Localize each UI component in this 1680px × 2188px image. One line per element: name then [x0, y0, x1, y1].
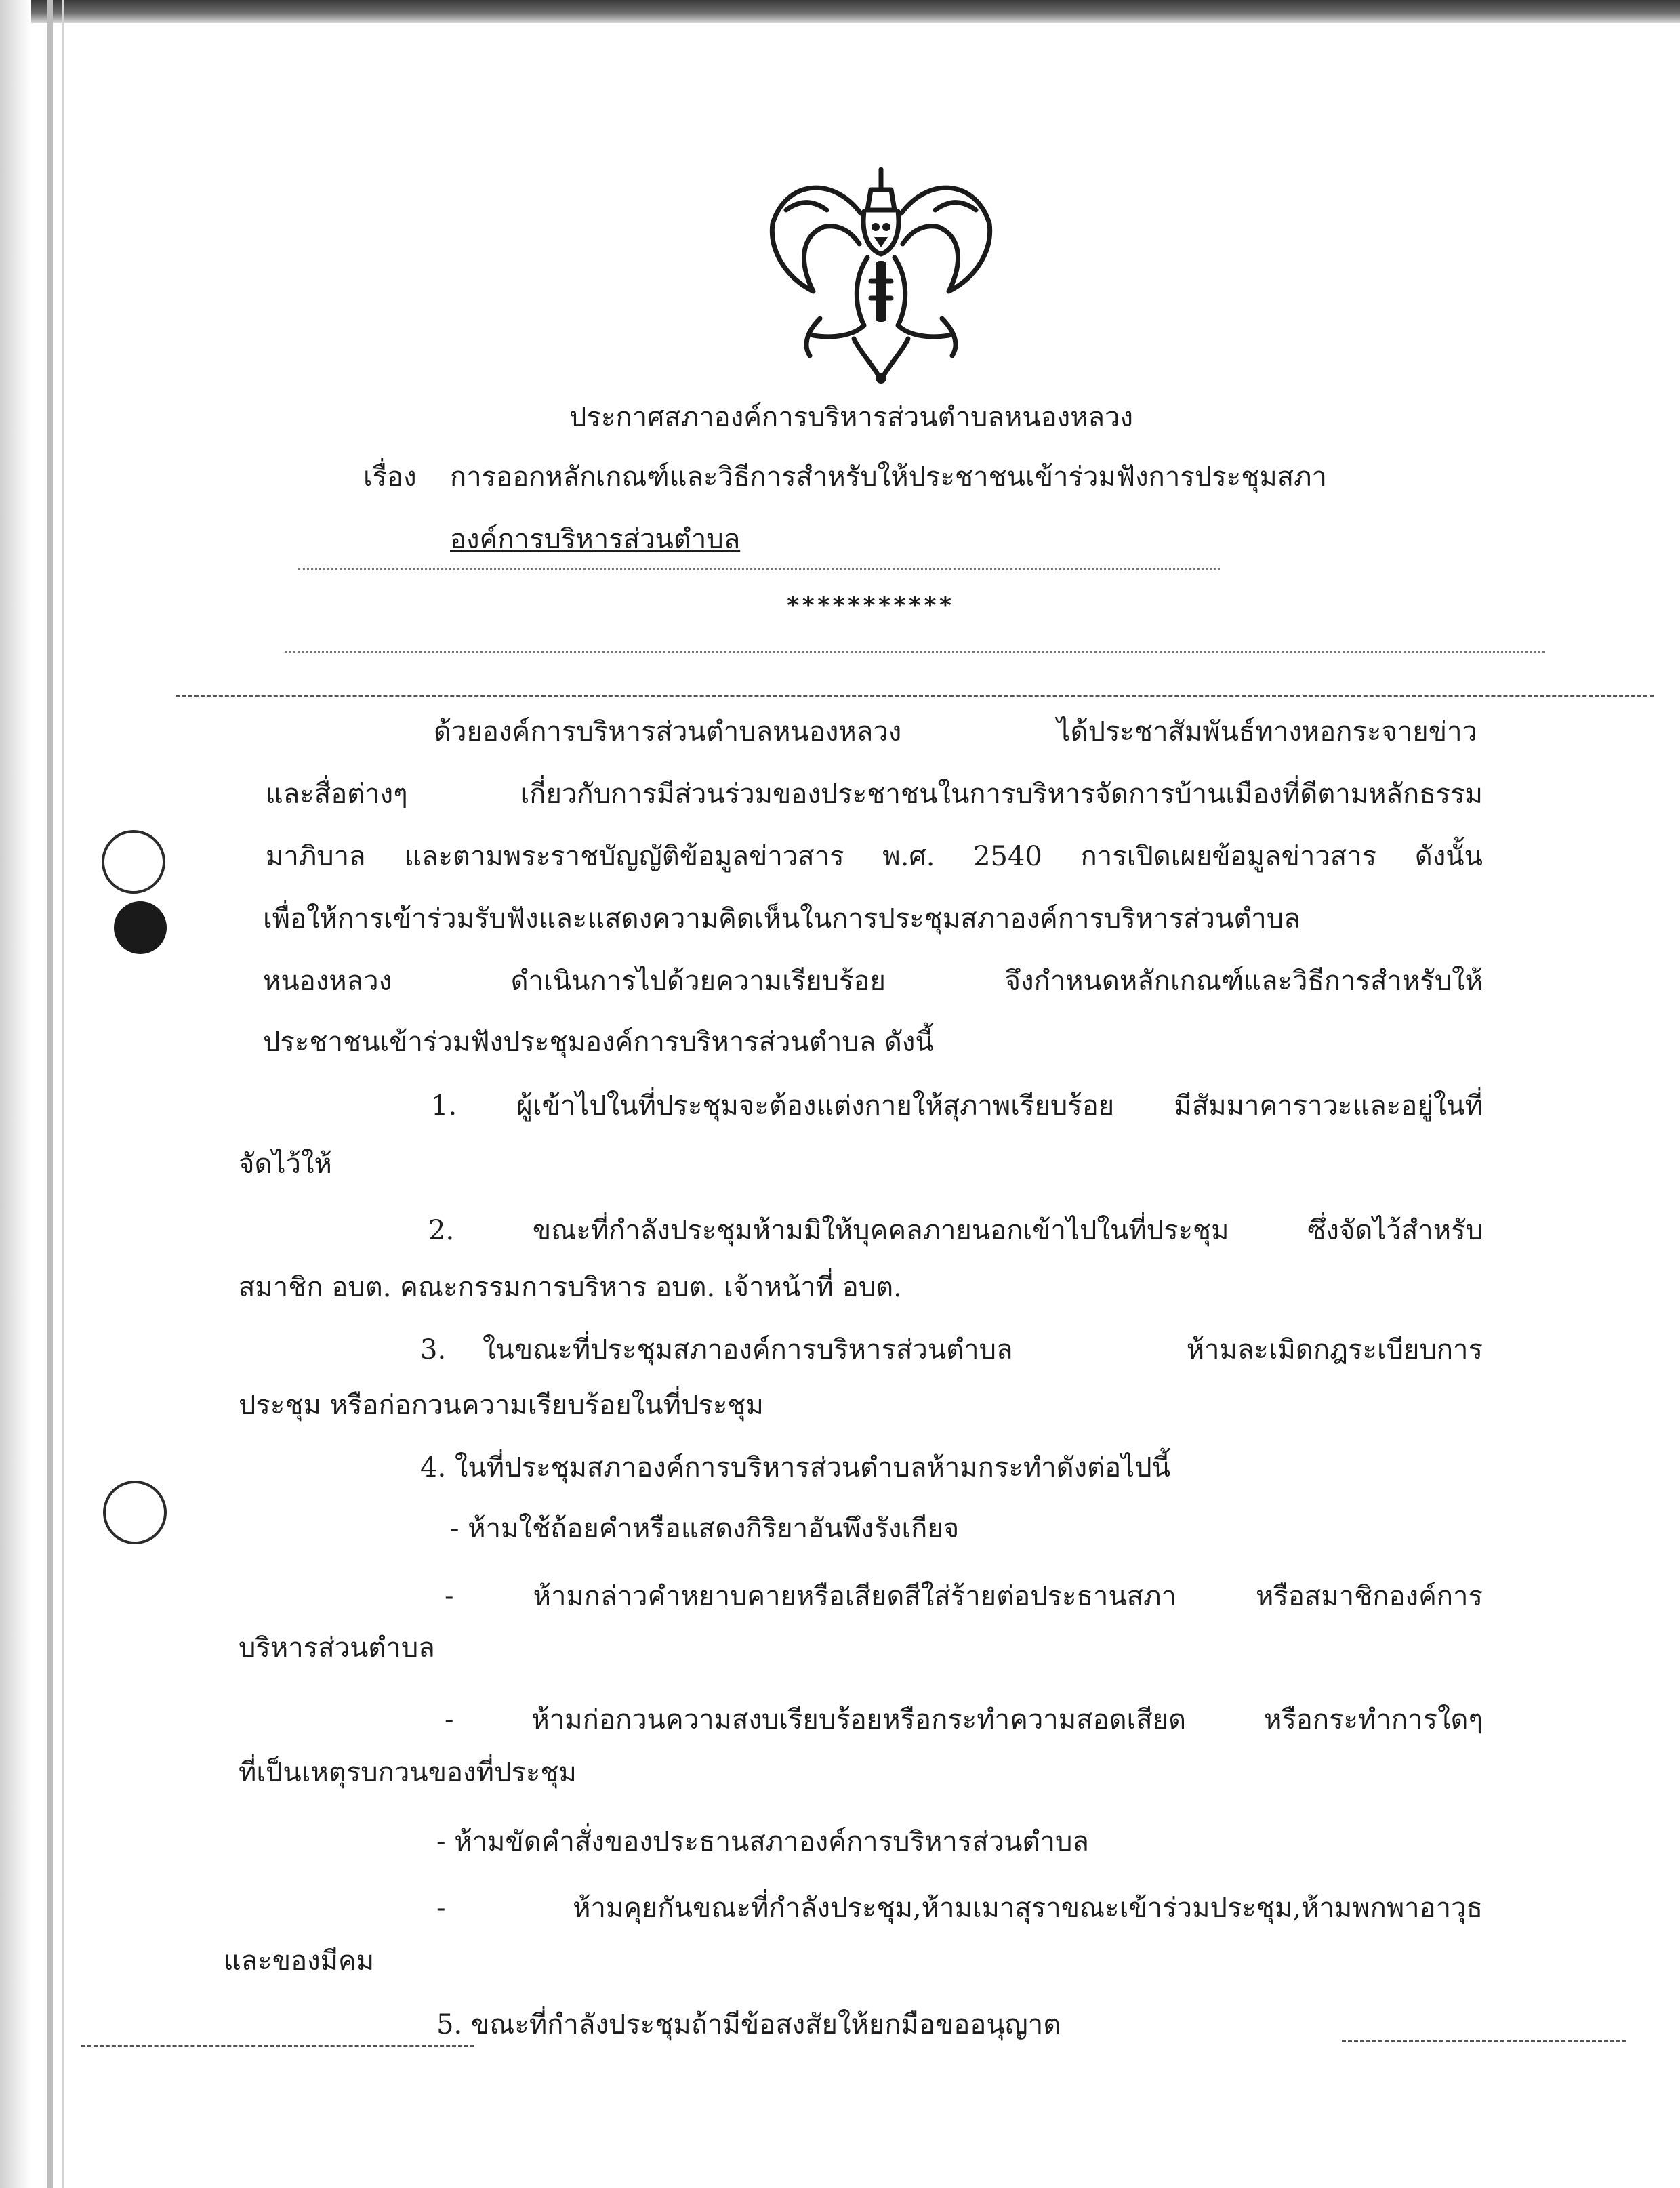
- intro-line-1: ด้วยองค์การบริหารส่วนตำบลหนองหลวง ได้ประชาสัมพันธ์ทางหอกระจายข่าว: [434, 716, 1477, 747]
- rule-4-bullet-2-line-1: - ห้ามกล่าวคำหยาบคายหรือเสียดสีใส่ร้ายต่อประธานสภา หรือสมาชิกองค์การ: [445, 1581, 1483, 1612]
- garuda-emblem-icon: [759, 163, 1003, 386]
- scan-binding-line: [47, 0, 53, 2188]
- rule-1-line-2: จัดไว้ให้: [239, 1149, 332, 1180]
- scan-dash-line: [1342, 2040, 1626, 2042]
- intro-line-6: ประชาชนเข้าร่วมฟังประชุมองค์การบริหารส่วนตำบล ดังนี้: [263, 1027, 934, 1058]
- scan-left-edge: [0, 0, 31, 2188]
- scan-dash-line: [81, 2045, 474, 2047]
- scan-top-edge: [0, 0, 1680, 23]
- punch-hole-dark-icon: [114, 901, 167, 954]
- rule-3-line-2: ประชุม หรือก่อกวนความเรียบร้อยในที่ประชุม: [239, 1390, 764, 1421]
- punch-hole-icon: [103, 1481, 167, 1544]
- rule-4-bullet-4: - ห้ามขัดคำสั่งของประธานสภาองค์การบริหารส่วนตำบล: [436, 1826, 1089, 1857]
- rule-4-bullet-2-line-2: บริหารส่วนตำบล: [239, 1632, 435, 1664]
- rule-4-bullet-5-line-1: - ห้ามคุยกันขณะที่กำลังประชุม,ห้ามเมาสุราขณะเข้าร่วมประชุม,ห้ามพกพาอาวุธ: [436, 1893, 1483, 1924]
- scan-dash-line: [298, 568, 1220, 570]
- punch-hole-icon: [102, 830, 165, 894]
- subject-line-2: องค์การบริหารส่วนตำบล: [450, 524, 741, 555]
- rule-4-bullet-5-line-2: และของมีคม: [224, 1945, 375, 1977]
- scan-dash-line: [176, 695, 1654, 697]
- rule-3-line-1: ในขณะที่ประชุมสภาองค์การบริหารส่วนตำบล ห้ามละเมิดกฎระเบียบการ: [483, 1334, 1483, 1365]
- intro-line-3: มาภิบาล และตามพระราชบัญญัติข้อมูลข่าวสาร พ.ศ. 2540 การเปิดเผยข้อมูลข่าวสาร ดังนั้น: [266, 841, 1483, 872]
- rule-3-number: 3.: [420, 1334, 447, 1365]
- scan-binding-line-thin: [62, 0, 64, 2188]
- rule-2-line-1: 2. ขณะที่กำลังประชุมห้ามมิให้บุคคลภายนอกเข้าไปในที่ประชุม ซึ่งจัดไว้สำหรับ: [428, 1215, 1483, 1246]
- intro-line-2: และสื่อต่างๆ เกี่ยวกับการมีส่วนร่วมของประชาชนในการบริหารจัดการบ้านเมืองที่ดีตามหลักธรรม: [266, 779, 1483, 810]
- scan-dash-line: [285, 651, 1545, 653]
- intro-line-4: เพื่อให้การเข้าร่วมรับฟังและแสดงความคิดเห็นในการประชุมสภาองค์การบริหารส่วนตำบล: [263, 903, 1300, 934]
- rule-4-line-1: 4. ในที่ประชุมสภาองค์การบริหารส่วนตำบลห้ามกระทำดังต่อไปนี้: [420, 1452, 1171, 1483]
- rule-2-line-2: สมาชิก อบต. คณะกรรมการบริหาร อบต. เจ้าหน้าที่ อบต.: [239, 1272, 902, 1303]
- subject-label: เรื่อง: [363, 461, 417, 493]
- separator-stars: ***********: [786, 592, 954, 619]
- rule-4-bullet-3-line-1: - ห้ามก่อกวนความสงบเรียบร้อยหรือกระทำความสอดเสียด หรือกระทำการใดๆ: [445, 1704, 1483, 1735]
- rule-5-line-1: 5. ขณะที่กำลังประชุมถ้ามีข้อสงสัยให้ยกมือขออนุญาต: [436, 2009, 1061, 2040]
- rule-4-bullet-3-line-2: ที่เป็นเหตุรบกวนของที่ประชุม: [239, 1757, 577, 1788]
- announcement-title: ประกาศสภาองค์การบริหารส่วนตำบลหนองหลวง: [569, 402, 1134, 433]
- rule-1-line-1: 1. ผู้เข้าไปในที่ประชุมจะต้องแต่งกายให้สุภาพเรียบร้อย มีสัมมาคาราวะและอยู่ในที่: [431, 1090, 1483, 1121]
- subject-line-1: การออกหลักเกณฑ์และวิธีการสำหรับให้ประชาชนเข้าร่วมฟังการประชุมสภา: [450, 461, 1327, 493]
- rule-4-bullet-1: - ห้ามใช้ถ้อยคำหรือแสดงกิริยาอันพึงรังเกียจ: [450, 1513, 960, 1544]
- intro-line-5: หนองหลวง ดำเนินการไปด้วยความเรียบร้อย จึงกำหนดหลักเกณฑ์และวิธีการสำหรับให้: [263, 966, 1483, 997]
